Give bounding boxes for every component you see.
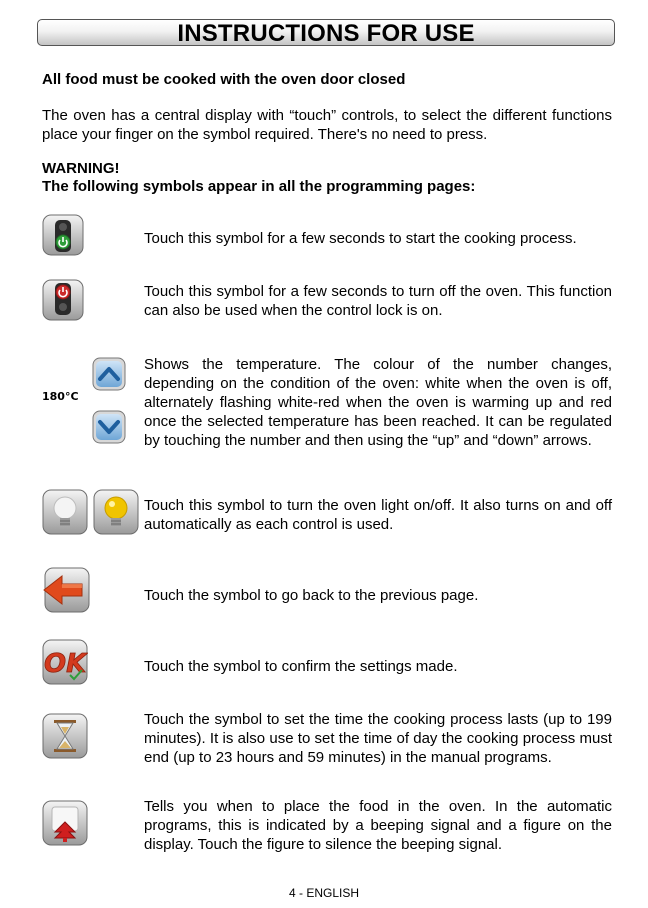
insert-food-icon [42,800,88,846]
light-description: Touch this symbol to turn the oven light on/off. It also turns on and off automatically as each control is used. [144,497,612,533]
power-on-description: Touch this symbol for a few seconds to start the cooking process. [144,230,577,247]
temperature-value: 180°C [42,390,79,403]
warning-title: WARNING! [42,160,120,177]
down-arrow-icon [92,410,126,444]
hourglass-description: Touch the symbol to set the time the cooking process lasts (up to 199 minutes). It is also use to set the time of day the cooking process must end (up to 23 hours and 59 minutes) in the manual programs. [144,711,612,766]
up-arrow-icon [92,357,126,391]
svg-text:OK: OK [44,649,87,679]
back-arrow-icon [42,567,90,613]
light-off-icon [42,489,88,535]
light-bulb-icon [93,489,139,535]
back-description: Touch the symbol to go back to the previous page. [144,587,479,604]
intro-paragraph: The oven has a central display with “touch” controls, to select the different functions place your finger on the symbol required. There's no need to press. [42,107,612,143]
warning-subtitle: The following symbols appear in all the programming pages: [42,178,476,195]
page-title: INSTRUCTIONS FOR USE [37,19,615,46]
power-off-icon [42,279,84,321]
ok-description: Touch the symbol to confirm the settings made. [144,658,458,675]
power-on-icon [42,214,84,256]
intro-heading: All food must be cooked with the oven door closed [42,71,406,88]
page-number: 4 - ENGLISH [288,886,360,900]
hourglass-icon [42,713,88,759]
insert-food-description: Tells you when to place the food in the oven. In the automatic programs, this is indicated by a beeping signal and a figure on the display. Touch the figure to silence the beeping signal. [144,798,612,853]
temperature-description: Shows the temperature. The colour of the number changes, depending on the condition of the oven: white when the oven is off, alternately flashing white-red when the oven is warming up and red once the selected temperature has been reached. It can be regulated by touching the number and then using the “up” and “down” arrows. [144,356,612,449]
power-off-description: Touch this symbol for a few seconds to turn off the oven. This function can also be used when the control lock is on. [144,283,612,319]
ok-icon [40,639,88,685]
